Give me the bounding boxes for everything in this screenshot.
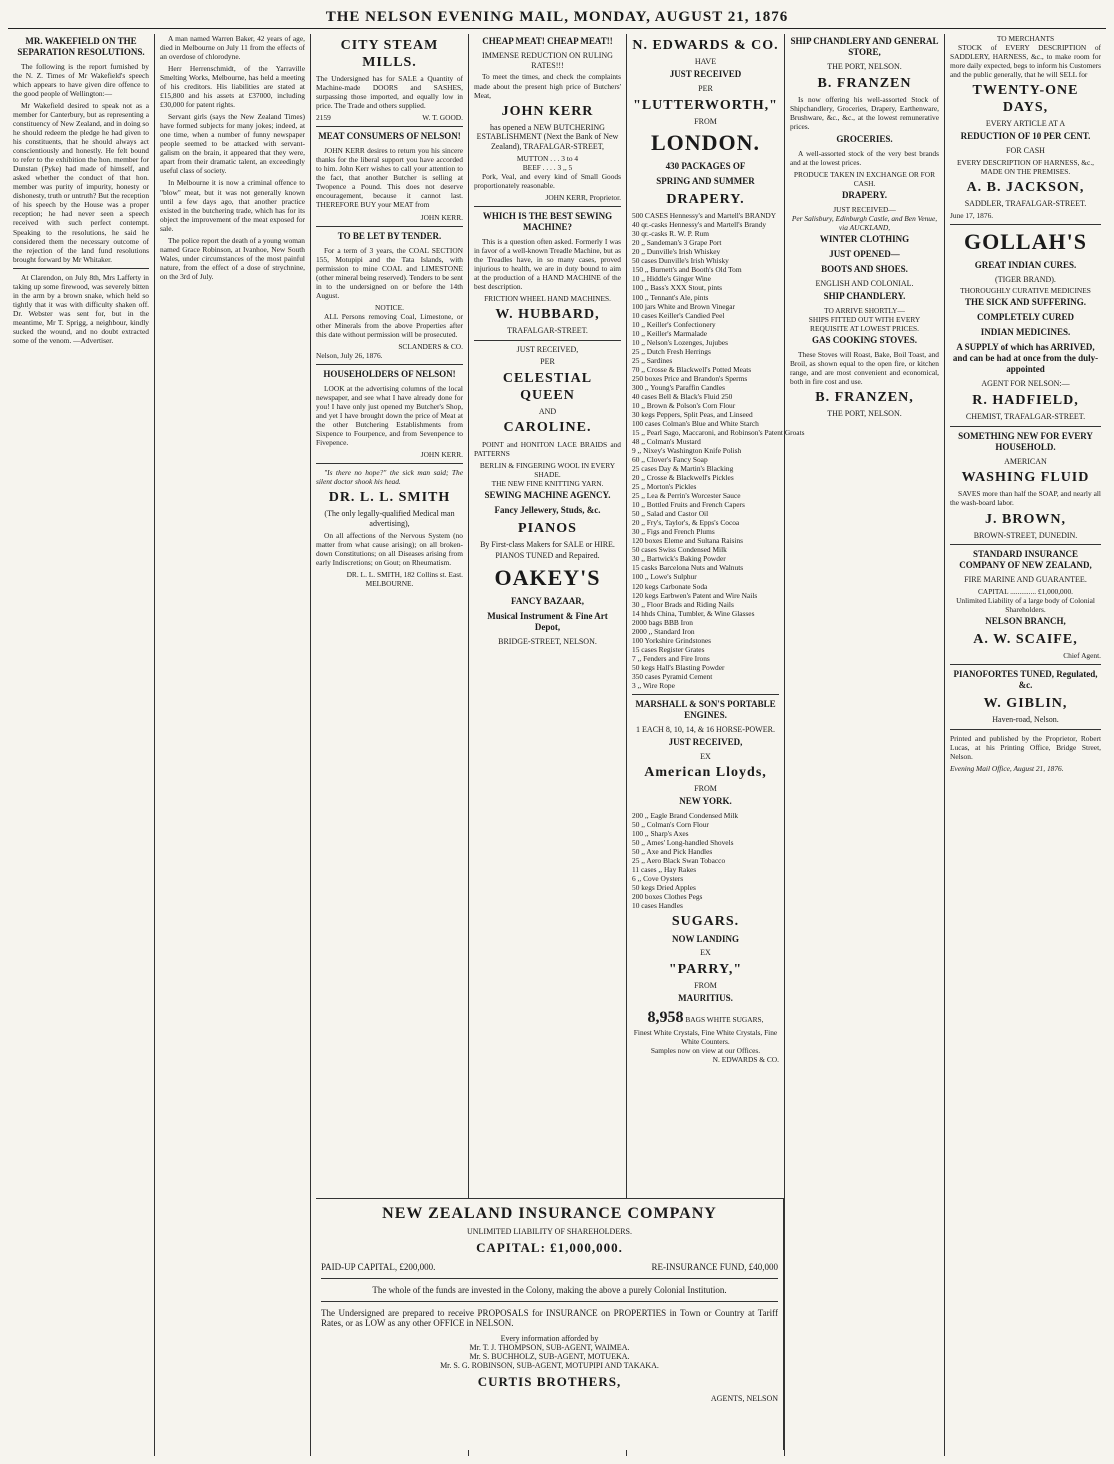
insurance-prepared: The Undersigned are prepared to receive PROPOSALS for INSURANCE on PROPERTIES in Town or Country at Tariff Rates, or as LOW as any other OFFICE in NELSON.: [321, 1308, 778, 1328]
article-paragraph: Mr Wakefield desired to speak not as a member for Canterbury, but as representing a constituency of New Zealand, and in doing so he should redeem the pledge he had given to his constituents, that he should always act conscientiously and honestly. He felt bound to refer to the exhibition the hon. member for Dunstan (Pyke) had made of himself, and asked whether the conduct of that hon. member was purity of impurity, honesty or dishonesty, truth or untruth? But the reception of his speech by the House was a proper reception; he had never seen a speech received with such perfect contempt. Speaking to the resolutions, he said he considered them the necessary outcome of the rejection of the land fund resolutions brought forward by Mr Whitaker.: [13, 101, 150, 264]
just-received: JUST RECEIVED,: [516, 345, 579, 355]
list-item: 9 ,, Nixey's Washington Knife Polish: [632, 446, 742, 456]
agent: AGENT FOR NELSON:—: [981, 379, 1070, 389]
fitted: SHIPS FITTED OUT WITH EVERY REQUISITE AT LOWEST PRICES.: [808, 314, 921, 333]
scaife: A. W. SCAIFE,: [973, 632, 1078, 648]
list-item: 25 ,, Sardines: [632, 355, 673, 365]
gollahs: GOLLAH'S: [964, 228, 1087, 254]
list-item: 50 ,, Ames' Long-handled Shovels: [632, 838, 734, 848]
gas: GAS COOKING STOVES.: [811, 334, 918, 345]
cheap-text: To meet the times, and check the complaints made about the present high price of Butchers' Meat,: [474, 72, 621, 100]
ny-goods-list: [632, 811, 779, 910]
date: June 17, 1876.: [950, 210, 994, 220]
list-item: 15 cases Register Grates: [632, 644, 705, 654]
cures: GREAT INDIAN CURES.: [974, 259, 1077, 270]
divider: [950, 426, 1101, 427]
divider: [13, 268, 149, 269]
divider: [950, 664, 1101, 665]
friction: FRICTION WHEEL HAND MACHINES.: [484, 294, 611, 304]
list-item: 20 ,, Crosse & Blackwell's Pickles: [632, 473, 734, 483]
list-item: 20 ,, Dunville's Irish Whiskey: [632, 247, 721, 257]
kerr-text: has opened a NEW BUTCHERING ESTABLISHMENT (Next the Bank of New Zealand), TRAFALGAR-STREET,: [476, 122, 619, 152]
fancy: Fancy Jellewery, Studs, &c.: [494, 504, 601, 515]
hadfield: R. HADFIELD,: [972, 392, 1079, 408]
list-item: 50 cases Swiss Condensed Milk: [632, 545, 727, 555]
edwards: N. EDWARDS & CO.: [632, 38, 779, 53]
list-item: 7 ,, Fenders and Fire Irons: [632, 653, 710, 663]
chief: Chief Agent.: [1063, 651, 1101, 661]
list-item: 30 ,, Floor Brads and Riding Nails: [632, 599, 734, 609]
insurance-funds: The whole of the funds are invested in the Colony, making the above a purely Colonial Institution.: [372, 1285, 727, 1295]
notice-text: ALL Persons removing Coal, Limestone, or other Minerals from the above Properties after this date without permission will be prosecuted.: [316, 311, 463, 339]
ex2: EX: [700, 948, 711, 958]
list-item: 10 cases Handles: [632, 901, 683, 911]
from: FROM: [694, 116, 717, 126]
ex: EX: [700, 751, 711, 761]
article-title: MR. WAKEFIELD ON THE SEPARATION RESOLUTIONS.: [17, 36, 145, 57]
curative: THOROUGHLY CURATIVE MEDICINES: [960, 286, 1091, 296]
mauritius: MAURITIUS.: [678, 993, 733, 1004]
reduction: REDUCTION OF 10 PER CENT.: [960, 131, 1091, 142]
list-item: 30 qr.-casks R. W. P. Rum: [632, 229, 709, 239]
bags-text: BAGS WHITE SUGARS,: [685, 1015, 764, 1025]
days: TWENTY-ONE DAYS,: [972, 83, 1079, 116]
list-item: 60 ,, Clover's Fancy Soap: [632, 455, 708, 465]
list-item: 25 ,, Aero Black Swan Tobacco: [632, 856, 726, 866]
list-item: 120 kegs Earbwen's Patent and Wire Nails: [632, 590, 758, 600]
list-item: 50 cases Dunville's Irish Whisky: [632, 256, 729, 266]
column-7: [945, 34, 1106, 1456]
indian: INDIAN MEDICINES.: [980, 327, 1071, 338]
list-item: 50 kegs Dried Apples: [632, 883, 696, 893]
divider: [316, 463, 463, 464]
top: TO MERCHANTS: [996, 34, 1055, 43]
mills-title: CITY STEAM MILLS.: [340, 38, 439, 71]
householders-sign: JOHN KERR.: [420, 450, 463, 460]
bazaar: FANCY BAZAAR,: [511, 596, 584, 607]
harness: EVERY DESCRIPTION OF HARNESS, &c., MADE ON THE PREMISES.: [956, 157, 1095, 176]
something: SOMETHING NEW FOR EVERY HOUSEHOLD.: [958, 430, 1093, 452]
divider: [321, 1301, 778, 1302]
beef: BEEF . . . . 3 ,, 5: [522, 162, 573, 172]
list-item: 100 ,, Tennant's Ale, pints: [632, 292, 709, 302]
bags: 8,958: [647, 1009, 684, 1027]
kerr: JOHN KERR: [501, 103, 594, 119]
list-item: 50 ,, Axe and Pick Handles: [632, 847, 713, 857]
list-item: 200 boxes Clothes Pegs: [632, 892, 703, 902]
ship: SHIP CHANDLERY AND GENERAL STORE,: [790, 36, 939, 57]
parry: "PARRY,": [668, 962, 743, 978]
list-item: 120 kegs Carbonate Soda: [632, 581, 708, 591]
sugars-text: Finest White Crystals, Fine White Crystals, Fine White Counters.: [633, 1027, 778, 1046]
mills-text: The Undersigned has for SALE a Quantity of Machine-made DOORS and SASHES, surpassing those imported, and equally low in price. The Trade and others supplied.: [316, 74, 463, 111]
news-item: A man named Warren Baker, 42 years of age, died in Melbourne on July 11 from the effects of an overdose of chlorodyne.: [160, 34, 305, 62]
divider: [321, 1278, 778, 1279]
list-item: 10 ,, Bottled Fruits and French Capers: [632, 500, 745, 510]
pork: Pork, Veal, and every kind of Small Goods proportionately reasonable.: [474, 171, 621, 190]
pianos-text: By First-class Makers for SALE or HIRE.: [480, 539, 615, 549]
groceries-text: A well-assorted stock of the very best brands and at the lowest prices.: [790, 148, 939, 167]
drapery: DRAPERY.: [841, 189, 888, 200]
packages: 430 PACKAGES OF: [665, 161, 746, 172]
marshall: MARSHALL & SON'S PORTABLE ENGINES.: [635, 698, 776, 720]
bridge: BRIDGE-STREET, NELSON.: [498, 636, 597, 646]
gas-text: These Stoves will Roast, Bake, Boil Toast, and Broil, as shown equal to the open fire, or kitchen range, and are most convenient and economical, both in fire cost and use.: [790, 349, 939, 386]
tuned: PIANOS TUNED and Repaired.: [495, 551, 600, 561]
list-item: 10 ,, Keiller's Marmalade: [632, 328, 708, 338]
cheap-title: CHEAP MEAT! CHEAP MEAT!!: [482, 36, 613, 46]
capital: CAPITAL .............. £1,000,000.: [977, 587, 1073, 597]
lloyds: American Lloyds,: [644, 765, 767, 781]
divider: [950, 544, 1101, 545]
list-item: 14 hhds China, Tumbler, & Wine Glasses: [632, 608, 755, 618]
notice-sign: SCLANDERS & CO.: [398, 341, 463, 351]
mills-ref: 2159: [316, 113, 331, 123]
jackson: A. B. JACKSON,: [966, 179, 1085, 195]
meat-sign: JOHN KERR.: [420, 212, 463, 222]
householders-title: HOUSEHOLDERS OF NELSON!: [323, 368, 456, 379]
list-item: 250 boxes Price and Brandon's Sperms: [632, 373, 748, 383]
list-item: 10 ,, Brown & Polson's Corn Flour: [632, 400, 736, 410]
every: EVERY ARTICLE AT A: [985, 119, 1066, 129]
list-item: 120 boxes Eleme and Sultana Raisins: [632, 536, 744, 546]
lutterworth: "LUTTERWORTH,": [633, 97, 778, 113]
chandlery: SHIP CHANDLERY.: [823, 290, 906, 301]
celestial: CELESTIAL QUEEN: [502, 370, 593, 403]
list-item: 70 ,, Crosse & Blackwell's Potted Meats: [632, 364, 752, 374]
divider: [316, 364, 463, 365]
samples: Samples now on view at our Offices.: [650, 1045, 761, 1055]
unlimited: Unlimited Liability of a large body of Colonial Shareholders.: [956, 596, 1095, 615]
list-item: 10 ,, Keiller's Confectionery: [632, 319, 716, 329]
stock: STOCK of EVERY DESCRIPTION of SADDLERY, HARNESS, &c., to make room for more daily expected, begs to inform his Customers and the public generally, that he will SELL for: [950, 43, 1101, 80]
spring: SPRING AND SUMMER: [656, 176, 755, 187]
have: HAVE: [694, 57, 717, 67]
list-item: 30 ,, Figs and French Plums: [632, 527, 715, 537]
list-item: 500 CASES Hennessy's and Martell's BRANDY: [632, 211, 777, 221]
franzen: B. FRANZEN: [817, 75, 912, 91]
list-item: 15 ,, Pearl Sago, Maccaroni, and Robinson's Patent Groats: [632, 427, 805, 437]
horse: 1 EACH 8, 10, 14, & 16 HORSE-POWER.: [636, 724, 775, 734]
list-item: 30 ,, Bartwick's Baking Powder: [632, 554, 726, 564]
yarn: THE NEW FINE KNITTING YARN.: [491, 478, 604, 488]
immense: IMMENSE REDUCTION ON RULING RATES!!!: [482, 50, 613, 70]
port: THE PORT, NELSON.: [827, 61, 902, 71]
musical: Musical Instrument & Fine Art Depot,: [487, 610, 608, 632]
masthead: THE NELSON EVENING MAIL, MONDAY, AUGUST 21, 1876: [8, 6, 1106, 29]
divider: [632, 694, 779, 695]
column-2: [155, 34, 311, 1456]
divider: [950, 224, 1101, 225]
from3: FROM: [694, 981, 717, 991]
pianos: PIANOS: [518, 520, 577, 536]
list-item: 100 ,, Bass's XXX Stout, pints: [632, 283, 723, 293]
cured: COMPLETELY CURED: [976, 312, 1075, 323]
householders-text: LOOK at the advertising columns of the local newspaper, and see what I have already done for you! I have only just opened my Butcher's Shop, and yet I have brought down the price of Meat at the other Butchering Establishments from Sixpence to Fourpence, and from Sevenpence to Fivepence.: [316, 383, 463, 448]
list-item: 20 ,, Sandeman's 3 Grape Port: [632, 238, 722, 248]
list-item: 25 ,, Dutch Fresh Herrings: [632, 346, 711, 356]
lace: POINT and HONITON LACE BRAIDS and PATTERNS: [474, 439, 621, 458]
list-item: 100 jars White and Brown Vinegar: [632, 301, 735, 311]
smith-text: On all affections of the Nervous System (no matter from what cause arising); on all broken-down Constitutions; on all Diseases arising from early Indiscretions; on Gout; on Rheumatism.: [316, 530, 463, 567]
news-item: Herr Herrenschmidt, of the Yarraville Smelting Works, Melbourne, has held a meeting of his creditors. His liabilities are stated at £15,800 and his assets at £37000, including £30,000 for patent rights.: [160, 64, 305, 110]
london: LONDON.: [650, 130, 761, 156]
goods-list: [632, 211, 805, 690]
fire: FIRE MARINE AND GUARANTEE.: [964, 575, 1087, 585]
hubbard-addr: TRAFALGAR-STREET.: [507, 326, 588, 336]
agency: SEWING MACHINE AGENCY.: [484, 489, 611, 500]
list-item: 100 ,, Sharp's Axes: [632, 829, 689, 839]
list-item: 6 ,, Cove Oysters: [632, 874, 684, 884]
newyork: NEW YORK.: [679, 796, 732, 807]
colonial: ENGLISH AND COLONIAL.: [815, 278, 914, 288]
chemist: CHEMIST, TRAFALGAR-STREET.: [965, 411, 1086, 421]
agent-line: Mr. T. J. THOMPSON, SUB-AGENT, WAIMEA.: [469, 1343, 630, 1352]
standard: STANDARD INSURANCE COMPANY OF NEW ZEALAND,: [959, 549, 1092, 571]
branch: NELSON BRANCH,: [985, 616, 1066, 627]
landing: NOW LANDING: [671, 933, 740, 944]
insurance-agents: [321, 1343, 778, 1370]
mutton: MUTTON . . . 3 to 4: [516, 153, 579, 163]
franzen2: B. FRANZEN,: [815, 389, 914, 405]
caroline: CAROLINE.: [503, 420, 592, 436]
column-6: [785, 34, 945, 1456]
insurance-capital: CAPITAL: £1,000,000.: [476, 1240, 623, 1255]
oakey: OAKEY'S: [494, 565, 601, 591]
ships: Per Salisbury, Edinburgh Castle, and Ben Venue, via AUCKLAND,: [791, 213, 938, 233]
list-item: 2000 bags BBB Iron: [632, 617, 693, 627]
divider: [316, 126, 463, 127]
hubbard: W. HUBBARD,: [495, 307, 600, 323]
pianos: PIANOFORTES TUNED, Regulated, &c.: [953, 669, 1098, 691]
washing-text: SAVES more than half the SOAP, and nearly all the wash-board labor.: [950, 489, 1101, 508]
winter: WINTER CLOTHING: [819, 234, 910, 245]
just: JUST RECEIVED—: [833, 204, 896, 214]
agent-line: Mr. S. G. ROBINSON, SUB-AGENT, MOTUPIPI AND TAKAKA.: [440, 1361, 659, 1370]
meat-title: MEAT CONSUMERS OF NELSON!: [318, 131, 461, 142]
saddler: SADDLER, TRAFALGAR-STREET.: [964, 198, 1087, 208]
produce: PRODUCE TAKEN IN EXCHANGE OR FOR CASH.: [793, 169, 936, 188]
imprint: Printed and published by the Proprietor, Robert Lucas, at his Printing Office, Bridge Street, Nelson.: [950, 733, 1101, 762]
kerr-sign: JOHN KERR, Proprietor.: [545, 193, 621, 203]
bags-line: [632, 1008, 779, 1028]
insurance-curtis: CURTIS BROTHERS,: [477, 1374, 622, 1389]
mills-sign: W. T. GOOD.: [422, 113, 463, 123]
list-item: 10 ,, Hiddle's Ginger Wine: [632, 274, 711, 284]
tender-title: TO BE LET BY TENDER.: [337, 230, 442, 241]
list-item: 100 ,, Lowe's Sulphur: [632, 572, 697, 582]
notice-title: NOTICE.: [375, 302, 404, 312]
notice-date: Nelson, July 26, 1876.: [316, 350, 383, 360]
list-item: 100 cases Colman's Blue and White Starch: [632, 418, 759, 428]
list-item: 100 Yorkshire Grindstones: [632, 635, 712, 645]
giblin-addr: Haven-road, Nelson.: [992, 715, 1059, 725]
column-1: [8, 34, 155, 1456]
insurance-info: Every information afforded by: [500, 1334, 599, 1343]
smith-title: DR. L. L. SMITH: [328, 490, 451, 506]
list-item: 30 kegs Peppers, Split Peas, and Linseed: [632, 409, 753, 419]
list-item: 10 cases Keiller's Candied Peel: [632, 310, 725, 320]
sick: THE SICK AND SUFFERING.: [964, 297, 1087, 308]
american: AMERICAN: [1004, 456, 1047, 466]
per: PER: [698, 83, 713, 93]
washing: WASHING FLUID: [961, 470, 1090, 486]
list-item: 200 ,, Eagle Brand Condensed Milk: [632, 811, 739, 821]
article-paragraph: The following is the report furnished by the N. Z. Times of Mr Wakefield's speech which appears to have given dire offence to the good people of Wellington:—: [13, 61, 149, 99]
agent-line: Mr. S. BUCHHOLZ, SUB-AGENT, MOTUEKA.: [469, 1352, 630, 1361]
list-item: 50 kegs Hall's Blasting Powder: [632, 662, 725, 672]
cash: FOR CASH: [1006, 146, 1045, 156]
smith-sub: (The only legally-qualified Medical man advertising),: [324, 509, 455, 528]
list-item: 40 qr.-casks Hennessy's and Martell's Brandy: [632, 220, 767, 230]
list-item: 20 ,, Fry's, Taylor's, & Epps's Cocoa: [632, 518, 740, 528]
insurance-ad: [316, 1198, 784, 1450]
tiger: (TIGER BRAND).: [995, 274, 1056, 284]
meat-text: JOHN KERR desires to return you his sincere thanks for the liberal support you have accorded to him. John Kerr wishes to call your attention to the fact, that another Butcher is selling at Twopence a Pound. This does not deserve encouragement, because it cannot last. THEREFORE BUY your MEAT from: [316, 146, 463, 210]
list-item: 150 ,, Burnett's and Booth's Old Tom: [632, 265, 742, 275]
brown-addr: BROWN-STREET, DUNEDIN.: [973, 530, 1078, 540]
list-item: 40 cases Bell & Black's Fluid 250: [632, 391, 733, 401]
insurance-unlimited: UNLIMITED LIABILITY OF SHAREHOLDERS.: [466, 1227, 633, 1236]
list-item: 11 cases ,, Hay Rakes: [632, 865, 697, 875]
just: JUST RECEIVED: [669, 68, 742, 79]
list-item: 2000 ,, Standard Iron: [632, 626, 695, 636]
from2: FROM: [694, 784, 717, 794]
insurance-title: NEW ZEALAND INSURANCE COMPANY: [382, 1205, 717, 1222]
divider: [474, 340, 621, 341]
list-item: 15 casks Barcelona Nuts and Walnuts: [632, 563, 744, 573]
just2: JUST RECEIVED,: [668, 736, 743, 747]
sewing-text: This is a question often asked. Formerly I was in favor of a well-known Treadle Machine, but as the Treadles have, in so many cases, proved injurious to health, we are in duty bound to aim at the production of a HAND MACHINE of the best description.: [474, 236, 621, 292]
boots: BOOTS AND SHOES.: [821, 263, 908, 274]
list-item: 25 ,, Lea & Perrin's Worcester Sauce: [632, 491, 741, 501]
list-item: 25 cases Day & Martin's Blacking: [632, 464, 734, 474]
mills-footer: [316, 113, 463, 122]
berlin: BERLIN & FINGERING WOOL IN EVERY SHADE.: [479, 460, 616, 479]
list-item: 300 ,, Young's Paraffin Candles: [632, 382, 725, 392]
news-item: The police report the death of a young woman named Grace Robinson, at Ivanhoe, New South Wales, under circumstances of the most painful nature, from the effect of a dose of strychnine, on the 3rd of July.: [160, 235, 305, 281]
news-item: In Melbourne it is now a criminal offence to "blow" meat, but it was not generally known until a few days ago, that another practice existed in the butchering trade, which has for its object the improvement of the meat exposed for sale.: [160, 178, 305, 233]
arrive: TO ARRIVE SHORTLY—: [824, 305, 905, 315]
supply: A SUPPLY of which has ARRIVED, and can be had at once from the duly-appointed: [952, 342, 1099, 375]
insurance-curtis-sub: AGENTS, NELSON: [710, 1394, 778, 1403]
brown: J. BROWN,: [985, 511, 1066, 527]
per: PER: [540, 356, 555, 366]
franzen-text: Is now offering his well-assorted Stock of Shipchandlery, Groceries, Drapery, Earthenware, Brushware, &c., &c., at the lowest remunerative prices.: [790, 94, 939, 131]
sewing-title: WHICH IS THE BEST SEWING MACHINE?: [482, 211, 613, 233]
list-item: 50 ,, Salad and Castor Oil: [632, 509, 709, 519]
insurance-capital-row: [321, 1262, 778, 1272]
sugars: SUGARS.: [671, 914, 740, 930]
port2: THE PORT, NELSON.: [827, 408, 902, 418]
divider: [950, 729, 1101, 730]
drapery: DRAPERY.: [666, 192, 745, 208]
smith-sign: DR. L. L. SMITH, 182 Collins st. East.: [346, 569, 463, 579]
list-item: 350 cases Pyramid Cement: [632, 671, 713, 681]
divider: [474, 206, 621, 207]
insurance-paid: PAID-UP CAPITAL, £200,000.: [321, 1262, 436, 1272]
divider: [316, 226, 463, 227]
list-item: 3 ,, Wire Rope: [632, 680, 675, 690]
article-paragraph: At Clarendon, on July 8th, Mrs Lafferty in taking up some firewood, was severely bitten in the arm by a brown snake, which held so tightly that it was with difficulty shaken off. Dr. Webster was sent for, but in the meantime, Mr T. Sprigg, a neighbour, kindly sucked the wound, and no doubt extracted some of the venom. —Advertiser.: [13, 272, 149, 345]
groceries: GROCERIES.: [836, 133, 893, 144]
opened: JUST OPENED—: [829, 249, 900, 260]
insurance-reinsurance: RE-INSURANCE FUND, £40,000: [651, 1262, 778, 1272]
list-item: 10 ,, Nelson's Lozenges, Jujubes: [632, 337, 728, 347]
list-item: 48 ,, Colman's Mustard: [632, 437, 701, 446]
imprint-date: Evening Mail Office, August 21, 1876.: [950, 764, 1064, 774]
smith-place: MELBOURNE.: [365, 578, 414, 588]
tender-text: For a term of 3 years, the COAL SECTION 155, Motupipi and the Tata Islands, with permission to mine COAL and LIMESTONE (other mineral being reserved). Tenders to be sent in to the undersigned on or before the 14th August.: [316, 245, 463, 300]
list-item: 25 ,, Morton's Pickles: [632, 482, 697, 492]
news-item: Servant girls (says the New Zealand Times) have formed subjects for many jokes; indeed, at one time, when a number of funny newspaper people seemed to be attacked with servant-galism on the brain, it appeared that they were, apart from their dramatic talent, an exceedingly useful class of society.: [160, 112, 305, 176]
and: AND: [538, 406, 557, 416]
giblin: W. GIBLIN,: [983, 696, 1068, 712]
quote: "Is there no hope?" the sick man said; The silent doctor shook his head.: [316, 468, 463, 487]
list-item: 50 ,, Colman's Corn Flour: [632, 820, 709, 830]
sign: N. EDWARDS & CO.: [712, 1054, 779, 1064]
